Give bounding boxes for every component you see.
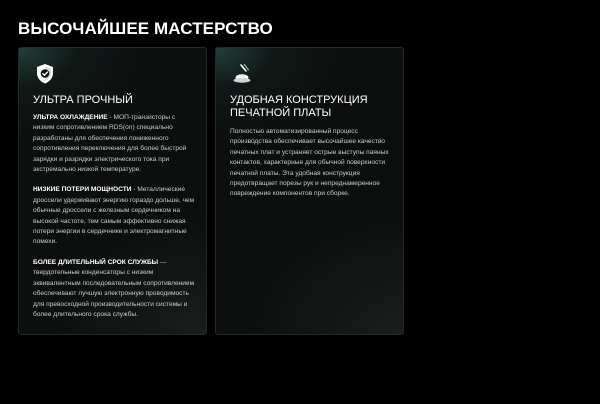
paragraph-heading: БОЛЕЕ ДЛИТЕЛЬНЫЙ СРОК СЛУЖБЫ (33, 258, 159, 266)
paragraph-text: Полностью автоматизированный процесс производства обеспечивает высочайшее качество печатных плат и устраняет острые выступы паяных контактов, характерные для обычной поверхности печатной платы. Эта удобная конструкция предотвращает порезы рук и непреднамеренное повреждение компонентов при сборке. (230, 128, 389, 198)
paragraph-pcb-description (230, 127, 394, 200)
shield-check-icon (33, 62, 57, 86)
paragraph-low-power-loss (33, 185, 197, 247)
section-title: ВЫСОЧАЙШЕЕ МАСТЕРСТВО (18, 19, 273, 38)
paragraph-text: — твердотельные конденсаторы с низким эквивалентным последовательным сопротивлением обеспечивают лучшую электронную проводимость для превосходной производительности системы и более длительного срока службы. (33, 258, 195, 318)
card-body (33, 113, 197, 330)
paragraph-text: - Металлические дроссели удерживают энергию гораздо дольше, чем обычные дроссели с железным сердечником на высокой частоте, тем самым эффективно снижая потери энергии в сердечнике и электромагнитные помехи. (33, 186, 195, 246)
paragraph-heading: УЛЬТРА ОХЛАЖДЕНИЕ (33, 114, 108, 121)
card-title: УЛЬТРА ПРОЧНЫЙ (33, 94, 133, 106)
paragraph-heading: НИЗКИЕ ПОТЕРИ МОЩНОСТИ (33, 186, 132, 194)
paragraph-ultra-cooling (33, 113, 197, 175)
card-body (230, 127, 394, 210)
feature-card-ultra-durable (18, 47, 207, 335)
paragraph-text: - МОП-транзисторы с низким сопротивлением RDS(on) специально разработаны для обеспечения пониженного сопротивления переключения для более быстрой зарядки и разрядки электрического тока при экстремально низкой температуре. (33, 114, 187, 174)
paragraph-longer-life (33, 258, 197, 320)
feature-card-pcb-design (215, 47, 404, 335)
solder-board-icon (230, 62, 254, 86)
card-title: УДОБНАЯ КОНСТРУКЦИЯ ПЕЧАТНОЙ ПЛАТЫ (230, 94, 368, 119)
